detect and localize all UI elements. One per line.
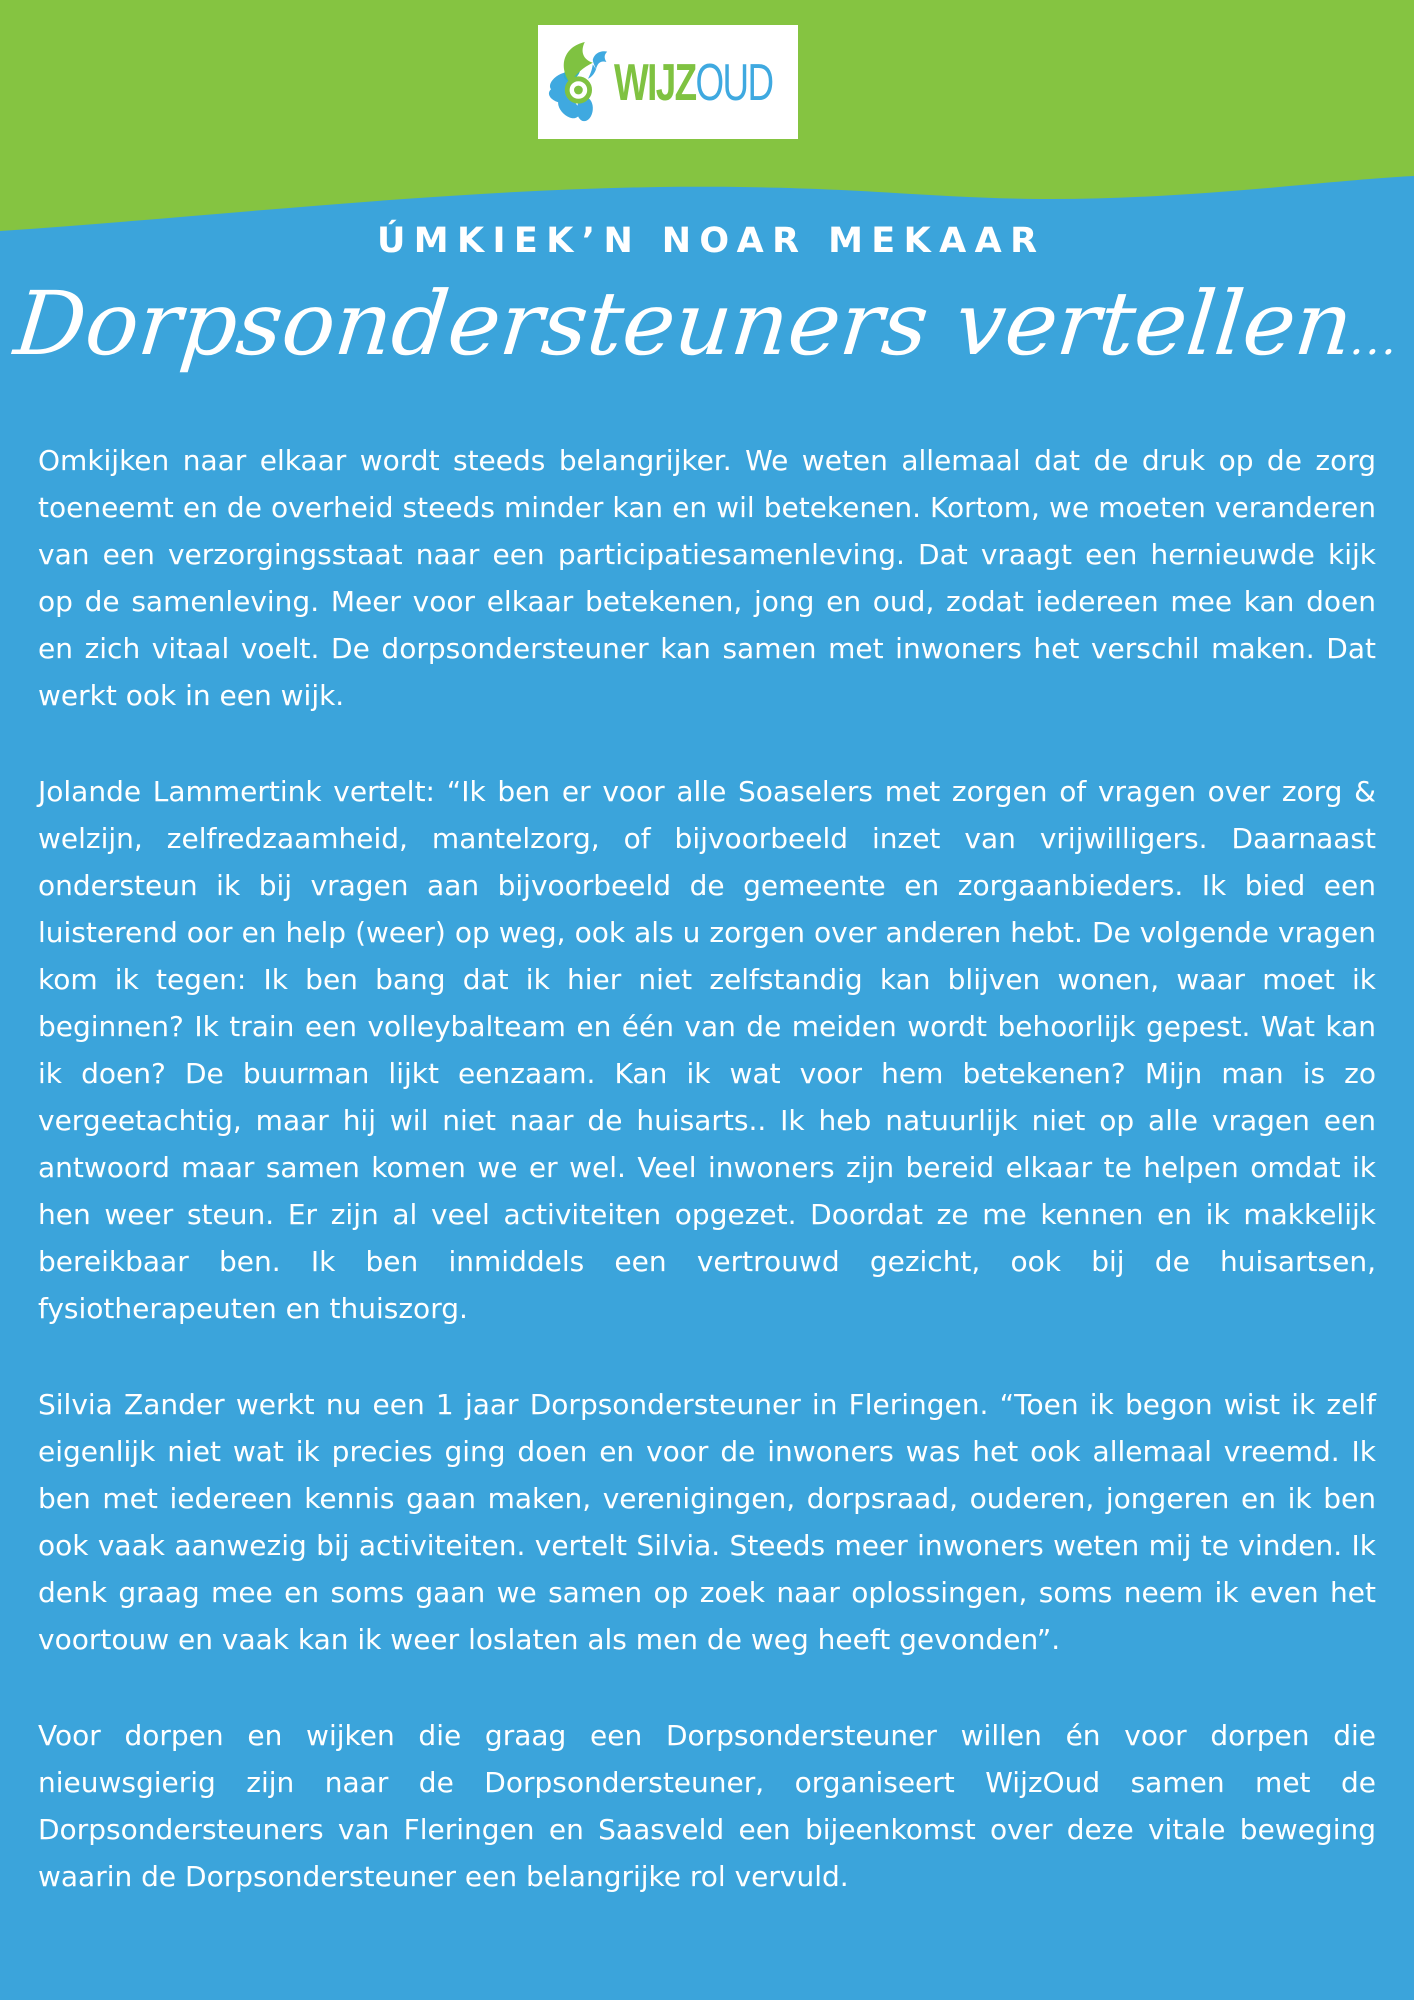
logo-wordmark xyxy=(614,52,773,112)
paragraph-invitation: Voor dorpen en wijken die graag een Dorpsondersteuner willen én voor dorpen die nieuwsgierig zijn naar de Dorpsondersteuner, organiseert WijzOud samen met de Dorpsondersteuners van Fleringen en Saasveld een bijeenkomst over deze vitale beweging waarin de Dorpsondersteuner een belangrijke rol vervuld. xyxy=(38,1719,1376,1893)
kicker-title: ÚMKIEK’N NOAR MEKAAR xyxy=(376,221,1046,261)
logo-text-wijz: WIJZ xyxy=(614,52,696,112)
paragraph-jolande: Jolande Lammertink vertelt: “Ik ben er voor alle Soaselers met zorgen of vragen over zorg & welzijn, zelfredzaamheid, mantelzorg, of bijvoorbeeld inzet van vrijwilligers. Daarnaast ondersteun ik bij vragen aan bijvoorbeeld de gemeente en zorgaanbieders. Ik bied een luisterend oor en help (weer) op weg, ook als u zorgen over anderen hebt. De volgende vragen kom ik tegen: Ik ben bang dat ik hier niet zelfstandig kan blijven wonen, waar moet ik beginnen? Ik train een volleybalteam en één van de meiden wordt behoorlijk gepest. Wat kan ik doen? De buurman lijkt eenzaam. Kan ik wat voor hem betekenen? Mijn man is zo vergeetachtig, maar hij wil niet naar de huisarts.. Ik heb natuurlijk niet op alle vragen een antwoord maar samen komen we er wel. Veel inwoners zijn bereid elkaar te helpen omdat ik hen weer steun. Er zijn al veel activiteiten opgezet. Doordat ze me kennen en ik makkelijk bereikbaar ben. Ik ben inmiddels een vertrouwd gezicht, ook bij de huisartsen, fysiotherapeuten en thuiszorg. xyxy=(38,775,1376,1325)
paragraph-intro: Omkijken naar elkaar wordt steeds belangrijker. We weten allemaal dat de druk op de zorg toeneemt en de overheid steeds minder kan en wil betekenen. Kortom, we moeten veranderen van een verzorgingsstaat naar een participatiesamenleving. Dat vraagt een hernieuwde kijk op de samenleving. Meer voor elkaar betekenen, jong en oud, zodat iedereen mee kan doen en zich vitaal voelt. De dorpsondersteuner kan samen met inwoners het verschil maken. Dat werkt ook in een wijk. xyxy=(38,444,1376,712)
logo-text-oud: OUD xyxy=(695,52,773,112)
flower-bird-logo-icon xyxy=(548,42,612,122)
script-title xyxy=(0,265,1414,399)
script-title-text: Dorpsondersteuners vertellen xyxy=(10,272,1358,375)
header-band xyxy=(0,0,1414,168)
paragraph-silvia: Silvia Zander werkt nu een 1 jaar Dorpsondersteuner in Fleringen. “Toen ik begon wist ik zelf eigenlijk niet wat ik precies ging doen en voor de inwoners was het ook allemaal vreemd. Ik ben met iedereen kennis gaan maken, verenigingen, dorpsraad, ouderen, jongeren en ik ben ook vaak aanwezig bij activiteiten. vertelt Silvia. Steeds meer inwoners weten mij te vinden. Ik denk graag mee en soms gaan we samen op zoek naar oplossingen, soms neem ik even het voortouw en vaak kan ik weer loslaten als men de weg heeft gevonden”. xyxy=(38,1388,1376,1656)
article xyxy=(0,437,1414,1900)
script-title-ellipsis: ... xyxy=(1347,314,1402,365)
logo-box xyxy=(538,25,798,139)
